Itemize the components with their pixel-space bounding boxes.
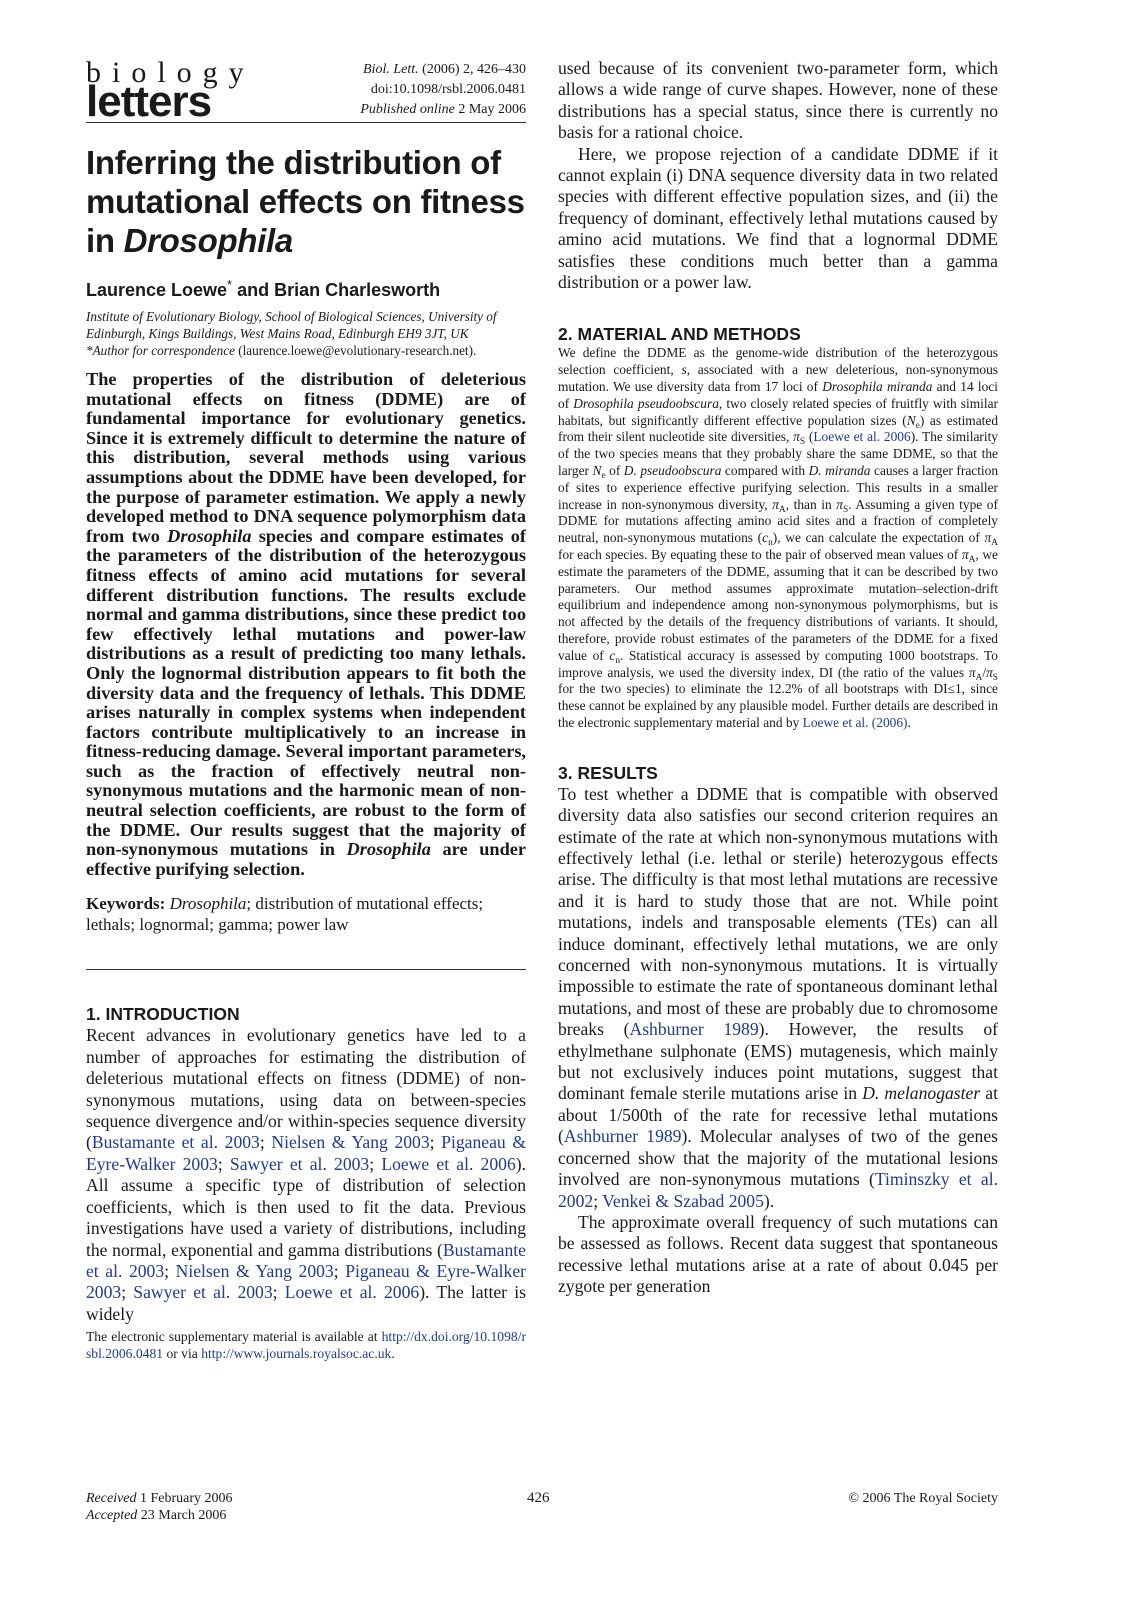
m-sub: S — [799, 437, 806, 448]
ref-link[interactable]: Venkei & Szabad 2005 — [602, 1190, 764, 1211]
sep: ; — [272, 1282, 285, 1303]
m-sub: A — [991, 538, 998, 549]
accepted-date: 23 March 2006 — [137, 1508, 227, 1523]
m-var: π — [986, 664, 993, 680]
methods-heading: 2. MATERIAL AND METHODS — [558, 324, 801, 345]
m-text: for each species. By equating these to the pair of observed mean values of — [558, 547, 962, 563]
m-var: c — [762, 530, 769, 546]
title-text: Inferring the distribution of mutational effects on fitness in — [86, 144, 525, 259]
m-var: N — [592, 463, 602, 479]
author-1: Laurence Loewe — [86, 280, 228, 300]
ref-link[interactable]: Loewe et al. 2006 — [381, 1153, 516, 1174]
ref-link[interactable]: Loewe et al. (2006) — [802, 715, 908, 730]
ref-link[interactable]: Ashburner 1989 — [629, 1019, 759, 1040]
m-text: , than in — [785, 496, 837, 512]
supp-doi-link[interactable]: http://dx.doi.org/10.1098/rsbl.2006.0481 — [86, 1329, 526, 1361]
page-number: 426 — [527, 1490, 550, 1506]
published-label: Published online — [360, 102, 455, 117]
m-species: Drosophila pseudoobscura — [573, 395, 719, 411]
sep: ; — [121, 1282, 134, 1303]
keywords-label: Keywords: — [86, 894, 170, 914]
abstract-italic-1: Drosophila — [167, 525, 252, 546]
author-mark: * — [227, 277, 233, 292]
citation-block — [360, 60, 526, 120]
left-column — [86, 58, 526, 1362]
ref-link[interactable]: Piganeau & Eyre-Walker 2003 — [86, 1260, 526, 1303]
m-text: . — [907, 715, 911, 730]
keyword-first: Drosophila — [169, 894, 247, 914]
author-2: and Brian Charlesworth — [232, 280, 441, 300]
m-sub: n — [615, 655, 620, 666]
keywords-rest: ; distribution of mutational effects; lethals; lognormal; gamma; power law — [86, 894, 484, 935]
ref-link[interactable]: Bustamante et al. 2003 — [86, 1239, 526, 1281]
m-sub: n — [768, 538, 773, 549]
results-paragraph-2: The approximate overall frequency of such mutations can be assessed as follows. Recent data suggest that spontaneous recessive lethal mutations arise at a rate of about 0.045 per zygote per generation — [558, 1211, 998, 1297]
m-species: D. pseudoobscura — [623, 463, 722, 479]
m-text: ), we can calculate the expectation of — [772, 530, 985, 546]
abstract — [86, 370, 526, 879]
copyright: © 2006 The Royal Society — [848, 1491, 998, 1506]
sep: ; — [259, 1132, 272, 1153]
ref-link[interactable]: Ashburner 1989 — [563, 1126, 682, 1147]
r-species: D. melanogaster — [862, 1083, 981, 1104]
m-text: , two closely related species of fruitfly with similar habitats, but significantly different effective population sizes ( — [558, 395, 998, 428]
abstract-italic-2: Drosophila — [346, 839, 431, 860]
methods-paragraph: We define the DDME as the genome-wide distribution of the heterozygous selection coefficient, s, associated with a new deleterious, non-synonymous mutation. We use diversity data from 17 loci of Drosophila miranda and 14 loci of Drosophila pseudoobscura, two closely related species of fruitfly with similar habitats, but significantly different effective population sizes $(N_e)$ as estimated from their silent nucleotide site diversities, $\pi_S$ (Loewe et al. 2006). The similarity of the two species means that they probably share the same DDME, so that the larger $N_e$ of D. pseudoobscura compared with D. miranda causes a larger fraction of sites to experience effective purifying selection. This results in a smaller increase in non-synonymous diversity, $\pi_A$, than in $\pi_S$. Assuming a given type of DDME for mutations affecting amino acid sites and a fraction of completely neutral, non-synonymous mutations $(c_n)$, we can calculate the expectation of $\pi_A$ for each species. By equating these to the pair of observed mean values of $\pi_A$, we estimate the parameters of the DDME, assuming that it can be described by two parameters. Our method assumes approximate mutation–selection-drift equilibrium and independence among non-synonymous polymorphisms, but is not affected by the details of the frequency distributions of variants. It should, therefore, provide robust estimates of the parameters of the DDME for a fixed value of $c_n$. Statistical accuracy is assessed by computing 1000 bootstraps. To improve analysis, we used the diversity index, DI (the ratio of the values $\pi_A/\pi_S$ for the two species) to eliminate the 12.2% of all bootstraps with DI≤1, since these cannot be explained by any plausible model. Further details are described in the electronic supplementary material and by Loewe et al. (2006). — [558, 345, 999, 730]
received-date: 1 February 2006 — [136, 1491, 233, 1506]
m-text: . Assuming a given type of DDME for mutations affecting amino acid sites and a fraction of completely neutral, non-synonymous mutations ( — [558, 496, 998, 546]
intro-heading: 1. INTRODUCTION — [86, 1004, 240, 1025]
m-sub: A — [968, 555, 976, 566]
intro-paragraph — [86, 1025, 526, 1325]
m-text: ) as estimated from their silent nucleotide site diversities, — [558, 412, 999, 445]
m-sub: S — [992, 672, 998, 683]
sep: ; — [369, 1153, 382, 1174]
supp-journal-link[interactable]: http://www.journals.royalsoc.ac.uk — [201, 1345, 392, 1361]
intro-continued-2: Here, we propose rejection of a candidate DDME if it cannot explain (i) DNA sequence diversity data in two related species with different effective population sizes, and (ii) the frequency of dominant, effectively lethal mutations caused by amino acid mutations. We find that a lognormal DDME satisfies these conditions much better than a gamma distribution or a power law. — [558, 143, 998, 293]
supp-text: The electronic supplementary material is available at — [86, 1329, 382, 1345]
keywords — [86, 893, 526, 935]
received-label: Received — [86, 1491, 137, 1506]
r-text: ). However, the results of ethylmethane sulphonate (EMS) mutagenesis, which mainly but not exclusively induces point mutations, suggest that dominant female sterile mutations arise in — [558, 1019, 998, 1104]
m-sub: S — [843, 504, 849, 515]
m-text: , we estimate the parameters of the DDME, assuming that it can be described by two parameters. Our method assumes approximate mutation–selection-drift equilibrium and independence among non-synonymous polymorphisms, but is not affected by the details of the frequency distributions of variants. It should, therefore, provide robust estimates of the parameters of the DDME for a fixed value of — [558, 547, 998, 663]
m-text: and 14 loci of — [558, 379, 998, 411]
m-species: D. miranda — [808, 463, 871, 479]
affiliation: Institute of Evolutionary Biology, School of Biological Sciences, University of Edinburgh, Kings Buildings, West Mains Road, Edinburgh EH9 3JT, UK — [86, 309, 497, 341]
m-text: of — [605, 463, 624, 479]
r-text: ). — [763, 1190, 775, 1211]
supplementary-note — [86, 1329, 526, 1362]
intro-text: ). All assume a specific type of distribution of selection coefficients, which is then used to fit the data. Previous investigations have used a variety of distributions, including the normal, exponential and gamma distributions ( — [86, 1153, 527, 1260]
journal-header — [86, 56, 526, 126]
m-species: Drosophila miranda — [822, 379, 933, 395]
correspondence-email: (laurence.loewe@evolutionary-research.net). — [234, 343, 477, 358]
m-var: π — [836, 496, 843, 512]
m-var: π — [793, 429, 800, 445]
m-var: s — [681, 362, 687, 378]
ref-link[interactable]: Sawyer et al. 2003 — [133, 1282, 273, 1303]
ref-link[interactable]: Nielsen & Yang 2003 — [175, 1260, 334, 1281]
m-sub: A — [975, 672, 983, 683]
m-text: ). The similarity of the two species means that they probably share the same DDME, so that the larger — [558, 429, 999, 479]
m-var: N — [906, 412, 916, 428]
sep: ; — [333, 1260, 346, 1281]
ref-link[interactable]: Loewe et al. 2006 — [813, 429, 911, 445]
m-text: . Statistical accuracy is assessed by computing 1000 bootstraps. To improve analysis, we used the diversity index, DI (the ratio of the values — [558, 647, 998, 680]
r-text: To test whether a DDME that is compatible with observed diversity data also satisfies our second criterion requires an estimate of the rate at which non-synonymous mutations with effectively lethal (i.e. lethal or sterile) heterozygous effects arise. The difficulty is that most lethal mutations are recessive and it is hard to study those that are not. While point mutations, indels and transposable elements (TEs) can all induce dominant, effectively lethal mutations, we are only concerned with non-synonymous mutations. It is virtually impossible to estimate the rate of spontaneous dominant lethal mutations, and most of these are probably due to chromosome breaks ( — [558, 783, 998, 1040]
published-date: 2 May 2006 — [454, 102, 526, 117]
supp-mid: or via — [163, 1345, 202, 1361]
ref-link[interactable]: Sawyer et al. 2003 — [229, 1153, 370, 1174]
m-text: ( — [805, 429, 814, 445]
r-text: ; — [593, 1190, 603, 1211]
r-text: ). Molecular analyses of two of the genes concerned show that the majority of the mutational lesions involved are non-synonymous mutations ( — [558, 1126, 999, 1190]
m-sub: A — [778, 504, 786, 515]
citation-volume: (2006) 2, 426–430 — [418, 62, 526, 77]
affiliation-block — [86, 308, 526, 359]
m-text: We define the DDME as the genome-wide distribution of the heterozygous selection coefficient, — [558, 345, 998, 378]
journal-logo-top: biology — [86, 56, 255, 89]
m-var: π — [984, 530, 992, 546]
m-text: , associated with a new deleterious, non-synonymous mutation. We use diversity data from 17 loci of — [558, 362, 999, 395]
authors — [86, 273, 526, 302]
results-paragraph — [558, 784, 998, 1212]
abstract-text-3: are under effective purifying selection. — [86, 839, 526, 879]
intro-text: Recent advances in evolutionary genetics have led to a number of approaches for estimating the distribution of deleterious mutational effects on fitness (DDME) of non-synonymous mutations, using data on between-species sequence divergence and/or within-species sequence diversity ( — [86, 1025, 526, 1153]
intro-text: ). The latter is widely — [86, 1282, 526, 1324]
accepted-label: Accepted — [86, 1508, 138, 1523]
abstract-text-2: species and compare estimates of the parameters of the distribution of the heterozygous fitness effects of amino acid mutations for several different distribution functions. The results exclude normal and gamma distributions, since these predict too few effectively lethal mutations and power-law distributions as a result of predicting too many lethals. Only the lognormal distribution appears to fit both the diversity data and the frequency of lethals. This DDME arises naturally in complex systems when independent factors contribute multiplicatively to an increase in fitness-reducing damage. Several important parameters, such as the fraction of effectively neutral non-synonymous mutations and the harmonic mean of non-neutral selection coefficients, are robust to the form of the DDME. Our results suggest that the majority of non-synonymous mutations in — [86, 525, 526, 860]
sep: ; — [217, 1153, 230, 1174]
ref-link[interactable]: Piganeau & Eyre-Walker 2003 — [86, 1132, 527, 1174]
title-italic: Drosophila — [123, 222, 293, 259]
m-var: c — [609, 647, 616, 663]
m-var: π — [968, 664, 976, 680]
ref-link[interactable]: Bustamante et al. 2003 — [91, 1132, 260, 1153]
r-text: at about 1/500th of the rate for recessive lethal mutations ( — [558, 1083, 998, 1147]
intro-continued: used because of its convenient two-parameter form, which allows a wide range of curve shapes. However, none of these distributions has a special status, since there is currently no basis for a rational choice. — [558, 58, 998, 143]
right-column — [558, 58, 998, 1298]
journal-logo-bottom: letters — [86, 77, 212, 126]
ref-link[interactable]: Loewe et al. 2006 — [284, 1282, 420, 1303]
supp-end: . — [391, 1345, 395, 1361]
abstract-text-1: The properties of the distribution of deleterious mutational effects on fitness (DDME) are of fundamental importance for evolutionary genetics. Since it is extremely difficult to determine the nature of this distribution, several methods using various assumptions about the DDME have been developed, for the purpose of parameter estimation. We apply a newly developed method to DNA sequence polymorphism data from two — [86, 369, 526, 546]
m-var: π — [961, 547, 969, 563]
m-var: π — [772, 496, 779, 512]
m-sub: e — [601, 471, 606, 482]
sep: ; — [164, 1260, 176, 1281]
correspondence-label: *Author for correspondence — [86, 343, 235, 358]
ref-link[interactable]: Timinszky et al. 2002 — [558, 1169, 998, 1211]
citation-journal: Biol. Lett. — [363, 62, 419, 77]
section-divider — [86, 969, 526, 970]
article-title — [86, 143, 526, 260]
results-heading: 3. RESULTS — [558, 762, 658, 783]
m-text: causes a larger fraction of sites to experience effective purifying selection. This results in a smaller increase in non-synonymous diversity, — [558, 463, 999, 512]
sep: ; — [429, 1132, 442, 1153]
m-text: compared with — [721, 463, 809, 479]
m-sub: e — [915, 420, 920, 431]
m-text: for the two species) to eliminate the 12.2% of all bootstraps with DI≤1, since these cannot be explained by any plausible model. Further details are described in the electronic supplementary material and by — [558, 681, 998, 730]
footer-dates — [86, 1490, 233, 1524]
citation-doi: doi:10.1098/rsbl.2006.0481 — [370, 82, 526, 97]
ref-link[interactable]: Nielsen & Yang 2003 — [271, 1132, 430, 1153]
